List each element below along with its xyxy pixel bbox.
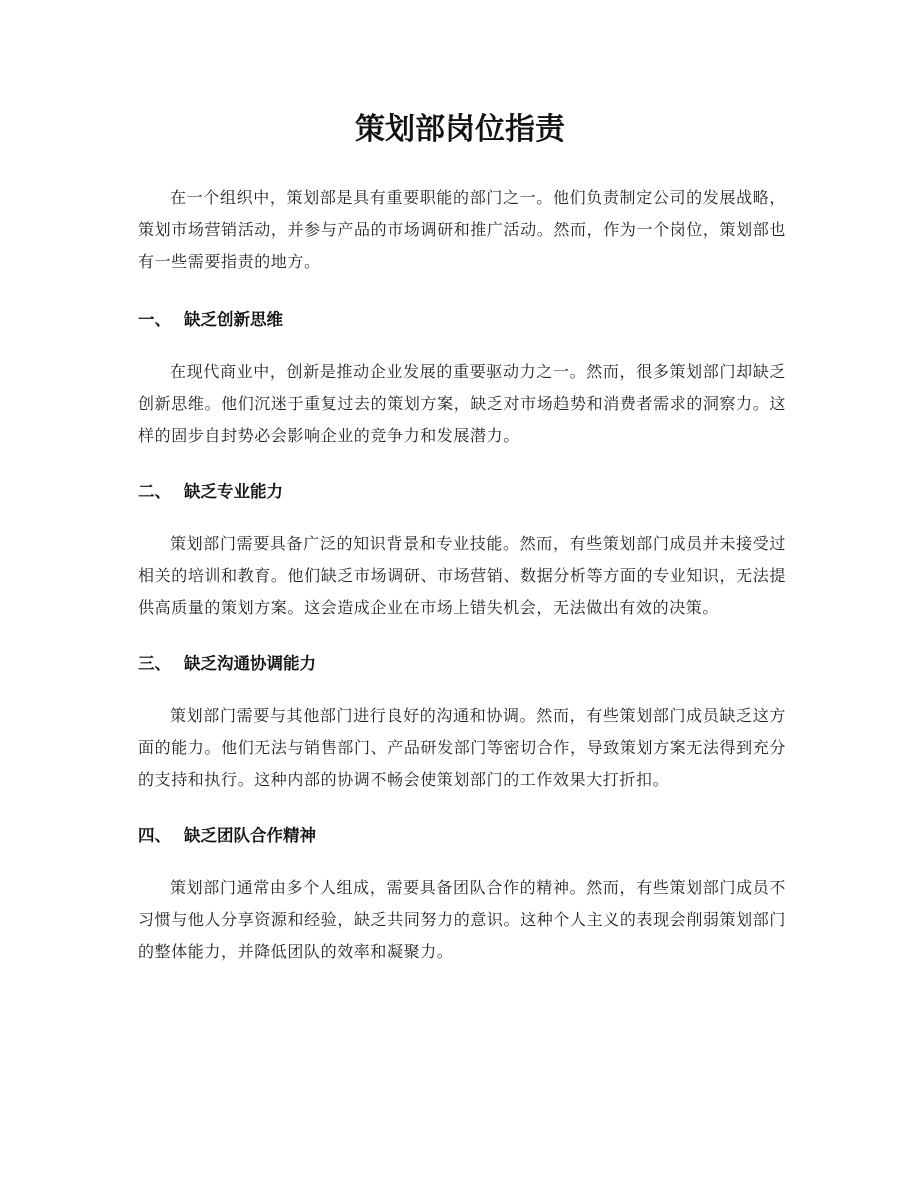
intro-paragraph: 在一个组织中，策划部是具有重要职能的部门之一。他们负责制定公司的发展战略，策划市场营销活动，并参与产品的市场调研和推广活动。然而，作为一个岗位，策划部也有一些需要指责的地方。 xyxy=(138,188,786,271)
document-body xyxy=(138,182,786,992)
section-heading xyxy=(138,476,786,508)
section-number: 二、 xyxy=(138,482,171,501)
section-paragraph: 在现代商业中，创新是推动企业发展的重要驱动力之一。然而，很多策划部门却缺乏创新思维。他们沉迷于重复过去的策划方案，缺乏对市场趋势和消费者需求的洞察力。这样的固步自封势必会影响企业的竞争力和发展潜力。 xyxy=(138,362,786,445)
page-title: 策划部岗位指责 xyxy=(355,112,565,147)
section-number: 三、 xyxy=(138,654,171,673)
section-paragraph: 策划部门需要与其他部门进行良好的沟通和协调。然而，有些策划部门成员缺乏这方面的能力。他们无法与销售部门、产品研发部门等密切合作，导致策划方案无法得到充分的支持和执行。这种内部的协调不畅会使策划部门的工作效果大打折扣。 xyxy=(138,706,786,789)
section-paragraph: 策划部门通常由多个人组成，需要具备团队合作的精神。然而，有些策划部门成员不习惯与他人分享资源和经验，缺乏共同努力的意识。这种个人主义的表现会削弱策划部门的整体能力，并降低团队的效率和凝聚力。 xyxy=(138,878,786,961)
section-heading xyxy=(138,304,786,336)
section-1 xyxy=(138,304,786,452)
section-heading xyxy=(138,820,786,852)
section-2 xyxy=(138,476,786,624)
section-number: 一、 xyxy=(138,310,171,329)
section-paragraph: 策划部门需要具备广泛的知识背景和专业技能。然而，有些策划部门成员并未接受过相关的培训和教育。他们缺乏市场调研、市场营销、数据分析等方面的专业知识，无法提供高质量的策划方案。这会造成企业在市场上错失机会，无法做出有效的决策。 xyxy=(138,534,786,617)
section-title: 缺乏沟通协调能力 xyxy=(184,654,316,673)
section-4 xyxy=(138,820,786,968)
section-title: 缺乏创新思维 xyxy=(184,310,283,329)
section-title: 缺乏团队合作精神 xyxy=(184,826,316,845)
section-3 xyxy=(138,648,786,796)
section-heading xyxy=(138,648,786,680)
section-title: 缺乏专业能力 xyxy=(184,482,283,501)
section-number: 四、 xyxy=(138,826,171,845)
